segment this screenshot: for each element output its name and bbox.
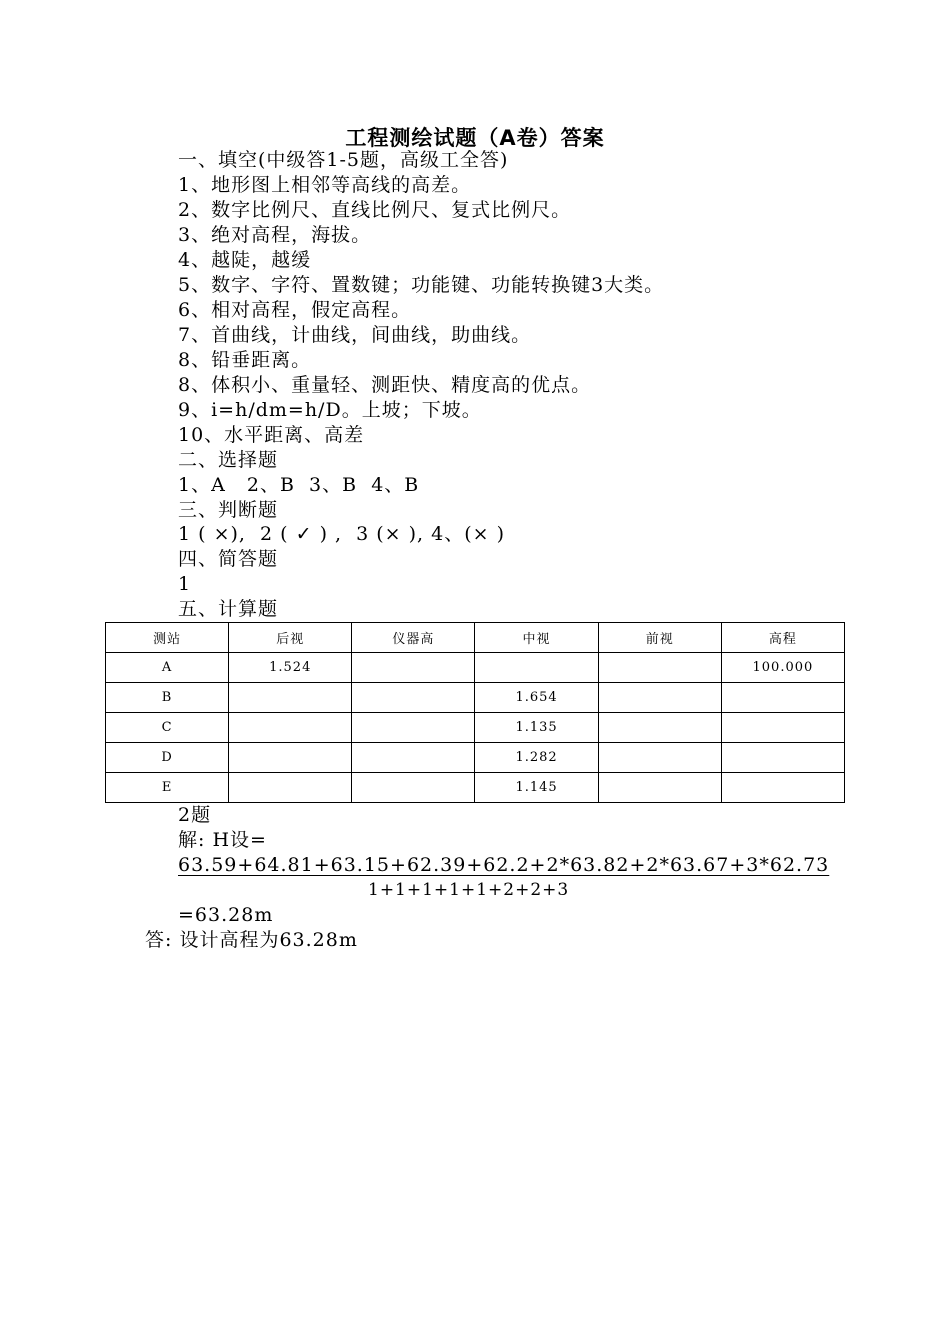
table-cell: [352, 713, 475, 743]
table-row: [106, 653, 845, 683]
table-cell: 1.135: [475, 713, 598, 743]
table-row: [106, 713, 845, 743]
answer-line: 5、数字、字符、置数键；功能键、功能转换键3大类。: [178, 274, 665, 296]
answer-line: 3、绝对高程，海拔。: [178, 224, 372, 246]
table-cell: 1.282: [475, 743, 598, 773]
answer-line: 8、体积小、重量轻、测距快、精度高的优点。: [178, 374, 592, 396]
column-header: 后视: [229, 623, 352, 653]
table-cell: [352, 773, 475, 803]
table-cell: [352, 683, 475, 713]
answer-line: 9、i=h/dm=h/D。上坡；下坡。: [178, 399, 482, 421]
column-header: 高程: [721, 623, 844, 653]
table-cell: [352, 743, 475, 773]
column-header: 测站: [106, 623, 229, 653]
table-cell: [721, 683, 844, 713]
section-fill-blank-heading: 一、填空(中级答1-5题，高级工全答): [178, 149, 509, 171]
table-cell: [475, 653, 598, 683]
question-2-label: 2题: [178, 804, 212, 826]
table-cell: [721, 743, 844, 773]
table-row: [106, 683, 845, 713]
table-cell: [598, 653, 721, 683]
table-cell: [598, 713, 721, 743]
table-cell: [598, 773, 721, 803]
solution-intro: 解: H设=: [178, 829, 267, 851]
answer-line: 10、水平距离、高差: [178, 424, 365, 446]
answer-line: 1、地形图上相邻等高线的高差。: [178, 174, 472, 196]
table-cell: A: [106, 653, 229, 683]
formula-denominator: 1+1+1+1+1+2+2+3: [368, 880, 570, 900]
section-choice-heading: 二、选择题: [178, 449, 279, 471]
formula-result: =63.28m: [178, 904, 274, 926]
table-row: [106, 773, 845, 803]
table-cell: 100.000: [721, 653, 844, 683]
answer-line: 2、数字比例尺、直线比例尺、复式比例尺。: [178, 199, 572, 221]
table-cell: 1.145: [475, 773, 598, 803]
table-cell: C: [106, 713, 229, 743]
column-header: 仪器高: [352, 623, 475, 653]
table-cell: [229, 743, 352, 773]
document-title: 工程测绘试题（A卷）答案: [345, 126, 605, 150]
answer-line: 8、铅垂距离。: [178, 349, 312, 371]
formula-numerator: 63.59+64.81+63.15+62.39+62.2+2*63.82+2*63.67+3*62.73: [178, 854, 830, 876]
table-cell: D: [106, 743, 229, 773]
section-judgement-heading: 三、判断题: [178, 499, 279, 521]
table-cell: [598, 743, 721, 773]
answer-line: 6、相对高程，假定高程。: [178, 299, 412, 321]
answer-line: 1 ( ×), 2 ( ✓ ) , 3 (× ), 4、(× ): [178, 523, 506, 545]
table-cell: 1.654: [475, 683, 598, 713]
column-header: 前视: [598, 623, 721, 653]
leveling-table: [105, 622, 845, 803]
answer-line: 4、越陡，越缓: [178, 249, 312, 271]
answer-line: 1: [178, 573, 192, 595]
table-cell: 1.524: [229, 653, 352, 683]
table-cell: [229, 683, 352, 713]
answer-line: 1、A 2、B 3、B 4、B: [178, 474, 420, 496]
answer-line: 7、首曲线，计曲线，间曲线，助曲线。: [178, 324, 532, 346]
final-answer: 答: 设计高程为63.28m: [145, 929, 358, 951]
column-header: 中视: [475, 623, 598, 653]
table-cell: [721, 713, 844, 743]
table-cell: B: [106, 683, 229, 713]
table-cell: [721, 773, 844, 803]
table-cell: [598, 683, 721, 713]
table-cell: [352, 653, 475, 683]
table-cell: [229, 773, 352, 803]
table-cell: E: [106, 773, 229, 803]
table-header-row: [106, 623, 845, 653]
table-row: [106, 743, 845, 773]
section-short-answer-heading: 四、简答题: [178, 548, 279, 570]
section-calculation-heading: 五、计算题: [178, 598, 279, 620]
table-cell: [229, 713, 352, 743]
